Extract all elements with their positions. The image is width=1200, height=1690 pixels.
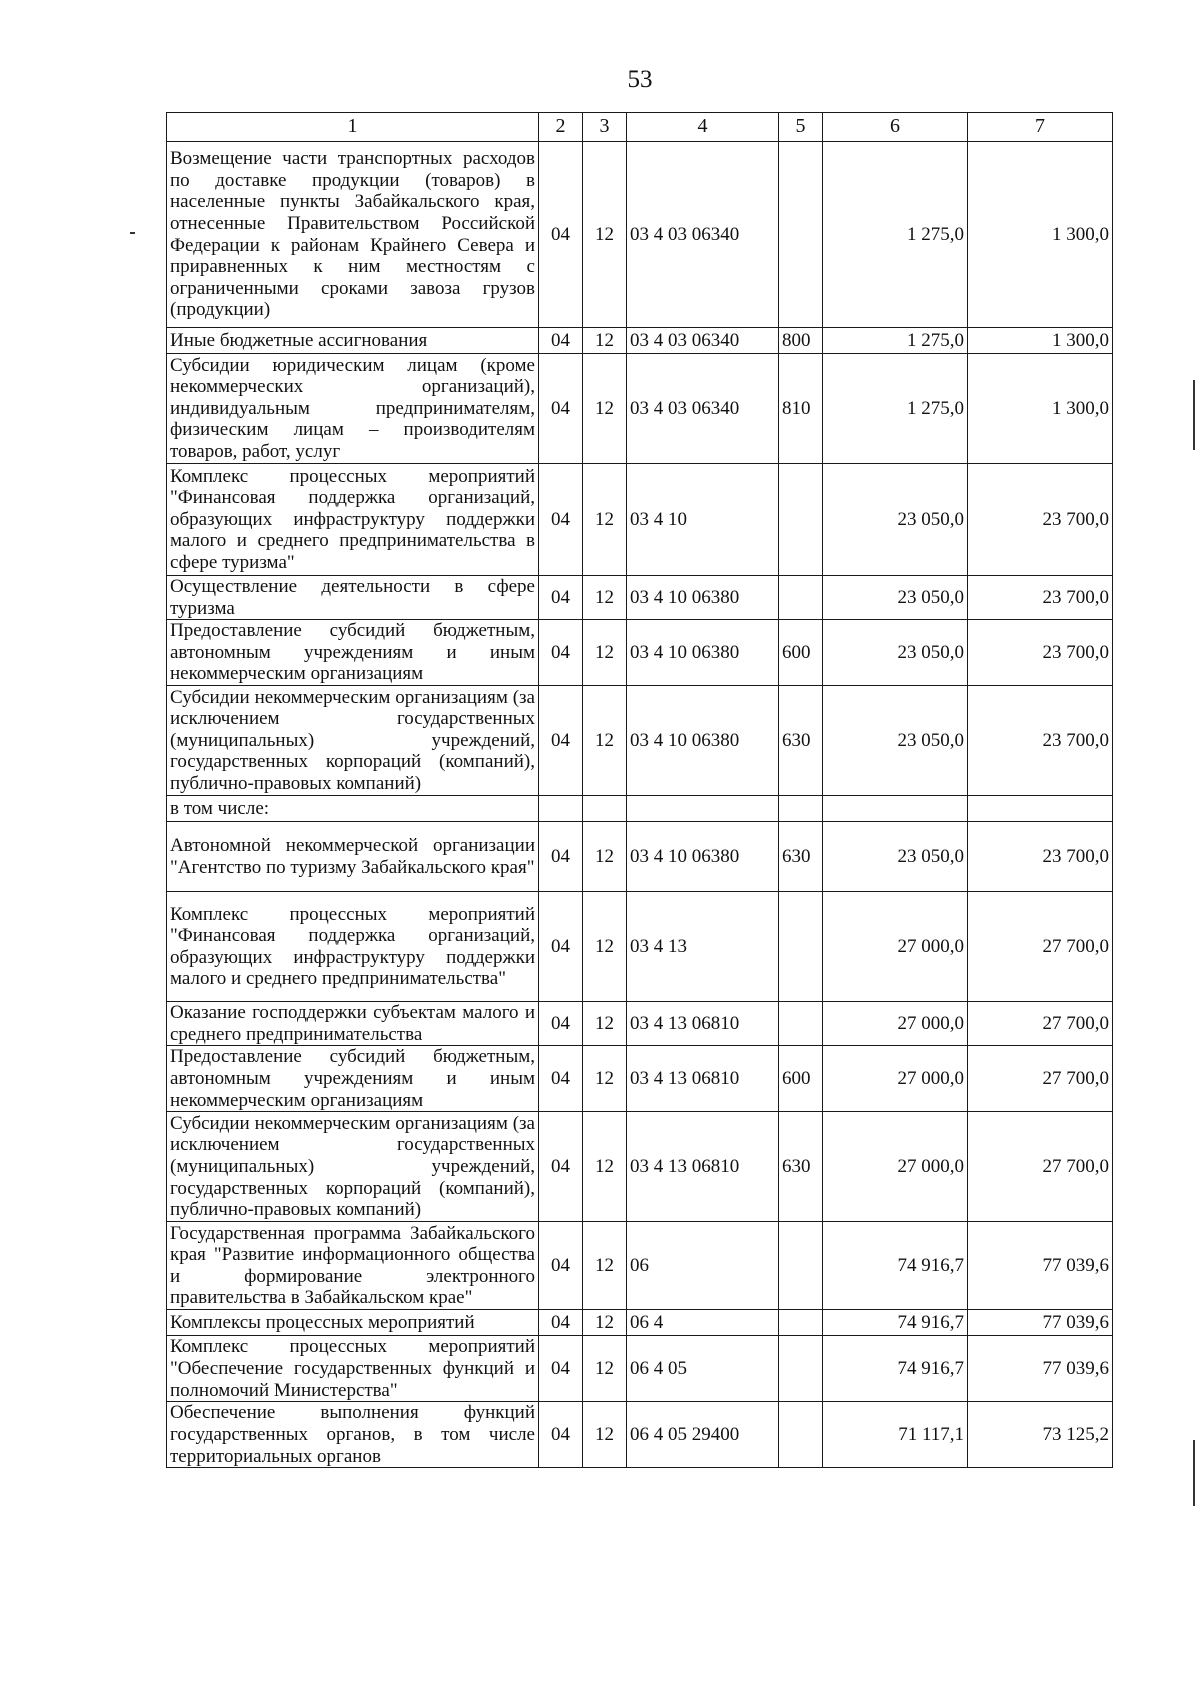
row-amount-year-1: 1 275,0 xyxy=(823,354,968,464)
row-name: Комплексы процессных мероприятий xyxy=(167,1310,539,1336)
row-target-code: 03 4 10 06380 xyxy=(627,822,779,892)
row-expense-type xyxy=(779,1402,823,1468)
row-name: Предоставление субсидий бюджетным, автономным учреждениям и иным некоммерческим организациям xyxy=(167,1046,539,1112)
row-name: Иные бюджетные ассигнования xyxy=(167,328,539,354)
row-amount-year-2: 27 700,0 xyxy=(968,892,1113,1002)
row-amount-year-2: 27 700,0 xyxy=(968,1112,1113,1222)
row-expense-type xyxy=(779,892,823,1002)
row-target-code: 03 4 03 06340 xyxy=(627,328,779,354)
table-row xyxy=(167,620,1113,686)
row-target-code: 03 4 10 06380 xyxy=(627,686,779,796)
row-name: Автономной некоммерческой организации "Агентство по туризму Забайкальского края" xyxy=(167,822,539,892)
row-section: 04 xyxy=(539,354,583,464)
column-header: 2 xyxy=(539,113,583,142)
row-target-code: 03 4 13 06810 xyxy=(627,1002,779,1046)
row-amount-year-2: 73 125,2 xyxy=(968,1402,1113,1468)
table-row xyxy=(167,822,1113,892)
row-amount-year-2 xyxy=(968,796,1113,822)
row-expense-type: 800 xyxy=(779,328,823,354)
budget-table xyxy=(166,112,1113,1468)
row-name: Субсидии некоммерческим организациям (за исключением государственных (муниципальных) учреждений, государственных корпораций (компаний), публично-правовых компаний) xyxy=(167,1112,539,1222)
row-amount-year-2: 1 300,0 xyxy=(968,142,1113,328)
row-amount-year-1: 74 916,7 xyxy=(823,1336,968,1402)
row-amount-year-1: 74 916,7 xyxy=(823,1310,968,1336)
row-target-code: 06 4 xyxy=(627,1310,779,1336)
table-row xyxy=(167,142,1113,328)
row-amount-year-2: 1 300,0 xyxy=(968,328,1113,354)
row-subsection: 12 xyxy=(583,822,627,892)
row-name: Осуществление деятельности в сфере туризма xyxy=(167,576,539,620)
row-expense-type xyxy=(779,1002,823,1046)
row-expense-type: 630 xyxy=(779,686,823,796)
row-amount-year-1: 74 916,7 xyxy=(823,1222,968,1310)
table-row xyxy=(167,1222,1113,1310)
row-subsection xyxy=(583,796,627,822)
row-amount-year-1 xyxy=(823,796,968,822)
row-expense-type xyxy=(779,1336,823,1402)
row-target-code: 03 4 13 06810 xyxy=(627,1046,779,1112)
row-target-code: 06 4 05 xyxy=(627,1336,779,1402)
row-amount-year-1: 71 117,1 xyxy=(823,1402,968,1468)
table-row xyxy=(167,686,1113,796)
row-expense-type xyxy=(779,1310,823,1336)
row-amount-year-1: 23 050,0 xyxy=(823,464,968,576)
row-subsection: 12 xyxy=(583,354,627,464)
row-amount-year-1: 23 050,0 xyxy=(823,822,968,892)
row-amount-year-2: 23 700,0 xyxy=(968,576,1113,620)
table-row xyxy=(167,464,1113,576)
row-section: 04 xyxy=(539,142,583,328)
row-subsection: 12 xyxy=(583,142,627,328)
row-section: 04 xyxy=(539,686,583,796)
row-target-code: 03 4 03 06340 xyxy=(627,142,779,328)
row-amount-year-2: 23 700,0 xyxy=(968,620,1113,686)
row-target-code: 03 4 13 xyxy=(627,892,779,1002)
row-name: Комплекс процессных мероприятий "Финансовая поддержка организаций, образующих инфраструктуру поддержки малого и среднего предпринимательства" xyxy=(167,892,539,1002)
table-header-row xyxy=(167,113,1113,142)
row-subsection: 12 xyxy=(583,1222,627,1310)
row-target-code: 06 4 05 29400 xyxy=(627,1402,779,1468)
row-section: 04 xyxy=(539,822,583,892)
table-row xyxy=(167,796,1113,822)
row-expense-type xyxy=(779,576,823,620)
row-amount-year-2: 77 039,6 xyxy=(968,1222,1113,1310)
column-header: 3 xyxy=(583,113,627,142)
column-header: 5 xyxy=(779,113,823,142)
table-row xyxy=(167,1002,1113,1046)
row-name: Комплекс процессных мероприятий "Финансовая поддержка организаций, образующих инфраструктуру поддержки малого и среднего предпринимательства в сфере туризма" xyxy=(167,464,539,576)
scan-edge-mark xyxy=(130,232,135,234)
row-subsection: 12 xyxy=(583,1002,627,1046)
table-row xyxy=(167,1402,1113,1468)
row-amount-year-2: 23 700,0 xyxy=(968,686,1113,796)
row-section: 04 xyxy=(539,328,583,354)
table-row xyxy=(167,1046,1113,1112)
table-row xyxy=(167,576,1113,620)
column-header: 1 xyxy=(167,113,539,142)
row-amount-year-2: 27 700,0 xyxy=(968,1046,1113,1112)
row-subsection: 12 xyxy=(583,1310,627,1336)
table-row xyxy=(167,1112,1113,1222)
row-section xyxy=(539,796,583,822)
row-amount-year-2: 77 039,6 xyxy=(968,1336,1113,1402)
row-amount-year-2: 77 039,6 xyxy=(968,1310,1113,1336)
row-target-code: 03 4 03 06340 xyxy=(627,354,779,464)
row-subsection: 12 xyxy=(583,328,627,354)
row-target-code: 03 4 10 06380 xyxy=(627,620,779,686)
row-name: Обеспечение выполнения функций государственных органов, в том числе территориальных органов xyxy=(167,1402,539,1468)
scan-edge-mark xyxy=(1193,380,1195,450)
row-amount-year-1: 27 000,0 xyxy=(823,892,968,1002)
row-section: 04 xyxy=(539,620,583,686)
row-name: в том числе: xyxy=(167,796,539,822)
row-subsection: 12 xyxy=(583,1046,627,1112)
row-expense-type xyxy=(779,464,823,576)
row-subsection: 12 xyxy=(583,620,627,686)
row-section: 04 xyxy=(539,1402,583,1468)
row-name: Субсидии некоммерческим организациям (за исключением государственных (муниципальных) учреждений, государственных корпораций (компаний), публично-правовых компаний) xyxy=(167,686,539,796)
row-target-code: 06 xyxy=(627,1222,779,1310)
row-amount-year-1: 23 050,0 xyxy=(823,686,968,796)
table-row xyxy=(167,328,1113,354)
page-number: 53 xyxy=(627,66,653,93)
row-subsection: 12 xyxy=(583,1336,627,1402)
column-header: 7 xyxy=(968,113,1113,142)
row-name: Государственная программа Забайкальского края "Развитие информационного общества и формирование электронного правительства в Забайкальском крае" xyxy=(167,1222,539,1310)
row-amount-year-1: 27 000,0 xyxy=(823,1002,968,1046)
row-amount-year-2: 27 700,0 xyxy=(968,1002,1113,1046)
row-name: Возмещение части транспортных расходов по доставке продукции (товаров) в населенные пункты Забайкальского края, отнесенные Правительством Российской Федерации к районам Крайнего Севера и приравненных к ним местностям с ограниченными сроками завоза грузов (продукции) xyxy=(167,142,539,328)
row-name: Субсидии юридическим лицам (кроме некоммерческих организаций), индивидуальным предпринимателям, физическим лицам – производителям товаров, работ, услуг xyxy=(167,354,539,464)
row-amount-year-1: 23 050,0 xyxy=(823,620,968,686)
table-row xyxy=(167,1310,1113,1336)
row-amount-year-1: 27 000,0 xyxy=(823,1112,968,1222)
row-name: Оказание господдержки субъектам малого и среднего предпринимательства xyxy=(167,1002,539,1046)
row-section: 04 xyxy=(539,1112,583,1222)
row-section: 04 xyxy=(539,576,583,620)
row-name: Предоставление субсидий бюджетным, автономным учреждениям и иным некоммерческим организациям xyxy=(167,620,539,686)
row-amount-year-1: 23 050,0 xyxy=(823,576,968,620)
row-subsection: 12 xyxy=(583,1402,627,1468)
row-target-code xyxy=(627,796,779,822)
table-body xyxy=(167,142,1113,1468)
table-row xyxy=(167,354,1113,464)
row-subsection: 12 xyxy=(583,576,627,620)
row-subsection: 12 xyxy=(583,892,627,1002)
row-target-code: 03 4 10 xyxy=(627,464,779,576)
row-subsection: 12 xyxy=(583,464,627,576)
row-section: 04 xyxy=(539,464,583,576)
row-expense-type xyxy=(779,1222,823,1310)
table-row xyxy=(167,892,1113,1002)
row-amount-year-1: 1 275,0 xyxy=(823,328,968,354)
row-amount-year-2: 1 300,0 xyxy=(968,354,1113,464)
row-expense-type xyxy=(779,796,823,822)
row-expense-type: 600 xyxy=(779,1046,823,1112)
row-expense-type: 630 xyxy=(779,822,823,892)
row-section: 04 xyxy=(539,1310,583,1336)
row-expense-type: 810 xyxy=(779,354,823,464)
row-section: 04 xyxy=(539,1046,583,1112)
row-expense-type: 630 xyxy=(779,1112,823,1222)
column-header: 4 xyxy=(627,113,779,142)
row-expense-type xyxy=(779,142,823,328)
row-amount-year-1: 27 000,0 xyxy=(823,1046,968,1112)
row-target-code: 03 4 13 06810 xyxy=(627,1112,779,1222)
row-amount-year-2: 23 700,0 xyxy=(968,464,1113,576)
row-expense-type: 600 xyxy=(779,620,823,686)
row-section: 04 xyxy=(539,1336,583,1402)
row-target-code: 03 4 10 06380 xyxy=(627,576,779,620)
row-amount-year-1: 1 275,0 xyxy=(823,142,968,328)
table-row xyxy=(167,1336,1113,1402)
row-section: 04 xyxy=(539,1002,583,1046)
row-name: Комплекс процессных мероприятий "Обеспечение государственных функций и полномочий Министерства" xyxy=(167,1336,539,1402)
column-header: 6 xyxy=(823,113,968,142)
row-section: 04 xyxy=(539,892,583,1002)
row-subsection: 12 xyxy=(583,686,627,796)
row-subsection: 12 xyxy=(583,1112,627,1222)
scan-edge-mark xyxy=(1193,1440,1195,1506)
row-amount-year-2: 23 700,0 xyxy=(968,822,1113,892)
row-section: 04 xyxy=(539,1222,583,1310)
